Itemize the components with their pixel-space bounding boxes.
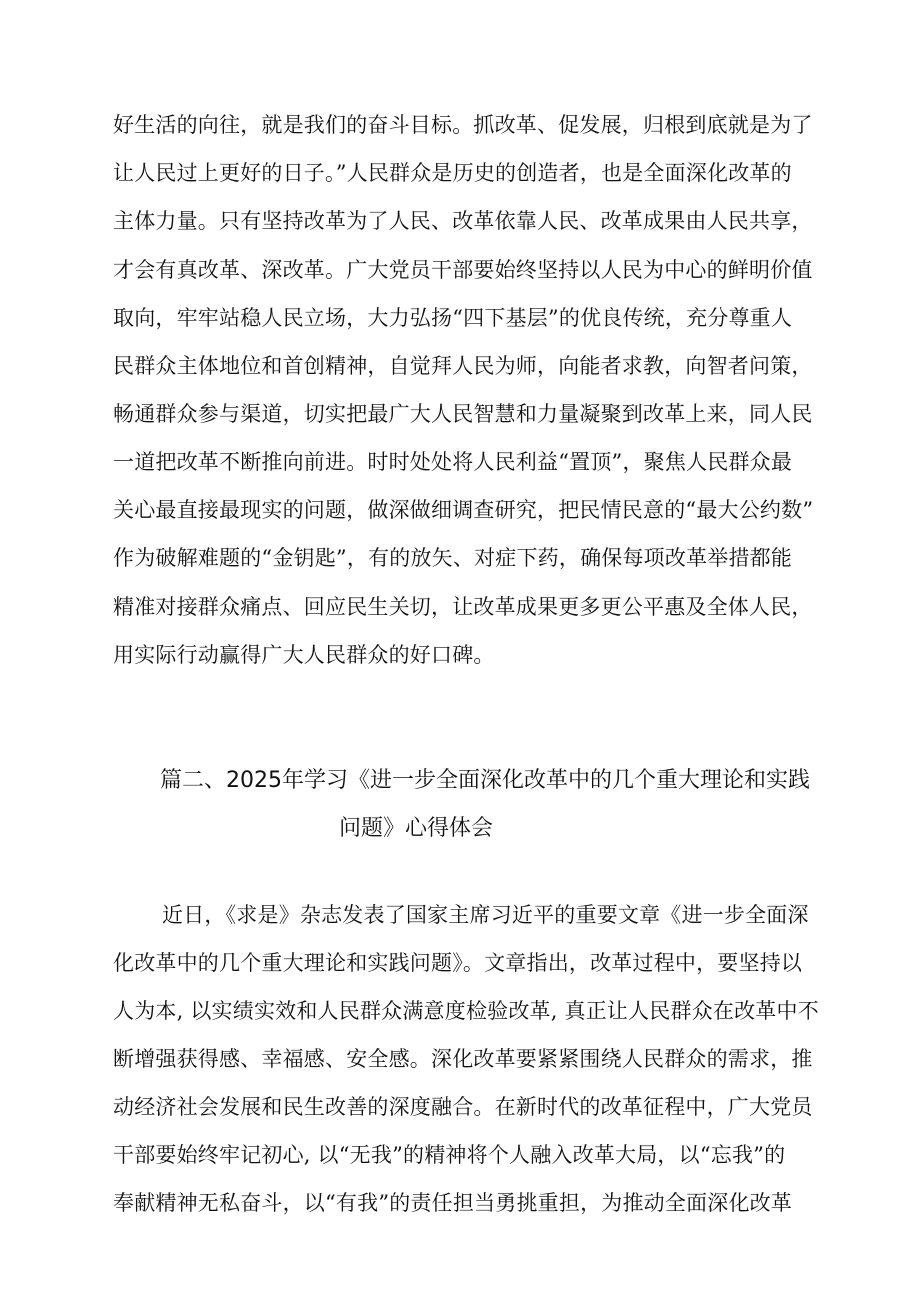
heading-line: 问题》心得体会 [339, 816, 494, 841]
paragraph-line: 断增强获得感、幸福感、安全感。深化改革要紧紧围绕人民群众的需求，推 [113, 1047, 813, 1071]
paragraph-line: 化改革中的几个重大理论和实践问题》。文章指出，改革过程中，要坚持以 [113, 951, 803, 975]
paragraph-line: 取向，牢牢站稳人民立场，大力弘扬“四下基层”的优良传统，充分尊重人 [113, 306, 793, 330]
paragraph-line: 畅通群众参与渠道，切实把最广大人民智慧和力量凝聚到改革上来，同人民 [113, 402, 813, 426]
paragraph-line: 一道把改革不断推向前进。时时处处将人民利益“置顶”，聚焦人民群众最 [113, 450, 793, 474]
paragraph-line: 近日，《求是》杂志发表了国家主席习近平的重要文章《进一步全面深 [162, 903, 809, 927]
paragraph-line: 民群众主体地位和首创精神，自觉拜人民为师，向能者求教，向智者问策， [113, 354, 813, 378]
paragraph-line: 主体力量。只有坚持改革为了人民、改革依靠人民、改革成果由人民共享， [113, 209, 813, 233]
paragraph-line: 动经济社会发展和民生改善的深度融合。在新时代的改革征程中，广大党员 [113, 1095, 813, 1119]
paragraph-line: 好生活的向往，就是我们的奋斗目标。抓改革、促发展，归根到底就是为了 [113, 113, 813, 137]
paragraph-line: 精准对接群众痛点、回应民生关切，让改革成果更多更公平惠及全体人民， [113, 595, 813, 619]
paragraph-line: 奉献精神无私奋斗，以“有我”的责任担当勇挑重担，为推动全面深化改革 [113, 1191, 793, 1215]
paragraph-line: 关心最直接最现实的问题，做深做细调查研究，把民情民意的“最大公约数” [113, 498, 814, 522]
heading-line: 篇二、2025年学习《进一步全面深化改革中的几个重大理论和实践 [160, 768, 810, 793]
paragraph-line: 作为破解难题的“金钥匙”，有的放矢、对症下药，确保每项改革举措都能 [113, 546, 793, 570]
paragraph-line: 让人民过上更好的日子。”人民群众是历史的创造者，也是全面深化改革的 [113, 161, 792, 185]
paragraph-line: 才会有真改革、深改革。广大党员干部要始终坚持以人民为中心的鲜明价值 [113, 258, 813, 282]
paragraph-line: 用实际行动赢得广大人民群众的好口碑。 [113, 643, 495, 667]
paragraph-line: 干部要始终牢记初心, 以“无我”的精神将个人融入改革大局，以“忘我”的 [113, 1143, 786, 1167]
paragraph-line: 人为本, 以实绩实效和人民群众满意度检验改革, 真正让人民群众在改革中不 [113, 999, 819, 1023]
